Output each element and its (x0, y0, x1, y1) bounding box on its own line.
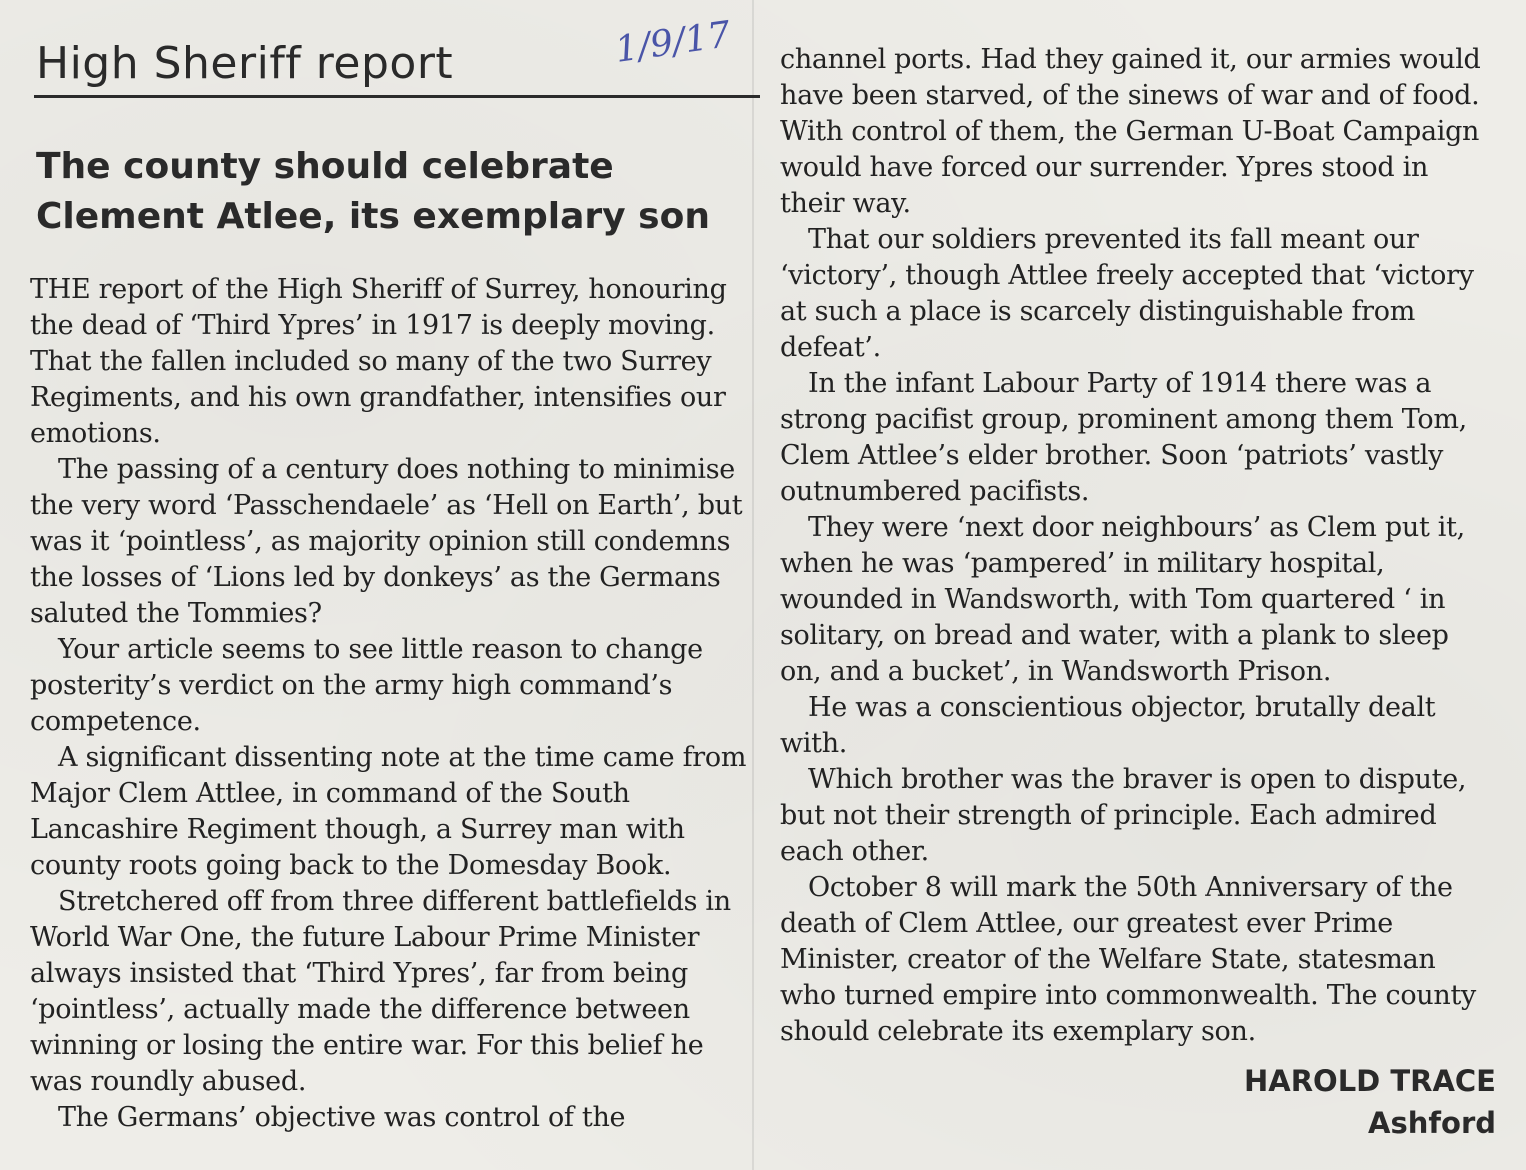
paragraph: Your article seems to see little reason to change posterity’s verdict on the army high command’s competence. (30, 634, 703, 737)
author-location: Ashford (1368, 1106, 1496, 1140)
paragraph: A significant dissenting note at the time came from Major Clem Attlee, in command of the South Lancashire Regiment though, a Surrey man with county roots going back to the Domesday Book. (30, 742, 747, 881)
paragraph: THE report of the High Sheriff of Surrey, honouring the dead of ‘Third Ypres’ in 1917 is deeply moving. That the fallen included so many of the two Surrey Regiments, and his own grandfather, intensifies our emotions. (30, 274, 727, 449)
paragraph: Which brother was the braver is open to dispute, but not their strength of principle. Each admired each other. (780, 764, 1467, 867)
author-name: HAROLD TRACE (1244, 1064, 1496, 1098)
right-column (780, 42, 1498, 1050)
heading-rule (34, 95, 760, 98)
paragraph: He was a conscientious objector, brutally dealt with. (780, 692, 1436, 759)
paragraph: channel ports. Had they gained it, our armies would have been starved, of the sinews of war and of food. With control of them, the German U-Boat Campaign would have forced our surrender. Ypres stood in their way. (780, 44, 1481, 219)
paragraph: The passing of a century does nothing to minimise the very word ‘Passchendaele’ as ‘Hell on Earth’, but was it ‘pointless’, as majority opinion still condemns the losses of ‘Lions led by donkeys’ as the Germans saluted the Tommies? (30, 454, 743, 629)
paragraph: They were ‘next door neighbours’ as Clem put it, when he was ‘pampered’ in military hospital, wounded in Wandsworth, with Tom quartered ‘ in solitary, on bread and water, with a plank to sleep on, and a bucket’, in Wandsworth Prison. (780, 512, 1465, 687)
paragraph: The Germans’ objective was control of the (58, 1102, 626, 1133)
paragraph: October 8 will mark the 50th Anniversary of the death of Clem Attlee, our greatest ever Prime Minister, creator of the Welfare State, statesman who turned empire into commonwealth. The county should celebrate its exemplary son. (780, 872, 1476, 1047)
left-column (30, 272, 752, 1136)
paragraph: That our soldiers prevented its fall meant our ‘victory’, though Attlee freely accepted that ‘victory at such a place is scarcely distinguishable from defeat’. (780, 224, 1474, 363)
paragraph: In the infant Labour Party of 1914 there was a strong pacifist group, prominent among them Tom, Clem Attlee’s elder brother. Soon ‘patriots’ vastly outnumbered pacifists. (780, 368, 1467, 507)
handwritten-date: 1/9/17 (612, 14, 734, 71)
paragraph: Stretchered off from three different battlefields in World War One, the future Labour Prime Minister always insisted that ‘Third Ypres’, far from being ‘pointless’, actually made the difference between winning or losing the entire war. For this belief he was roundly abused. (30, 886, 731, 1097)
author-signature (1244, 1060, 1496, 1144)
section-heading: High Sheriff report (36, 38, 454, 89)
letter-headline: The county should celebrate Clement Atlee, its exemplary son (36, 146, 710, 237)
